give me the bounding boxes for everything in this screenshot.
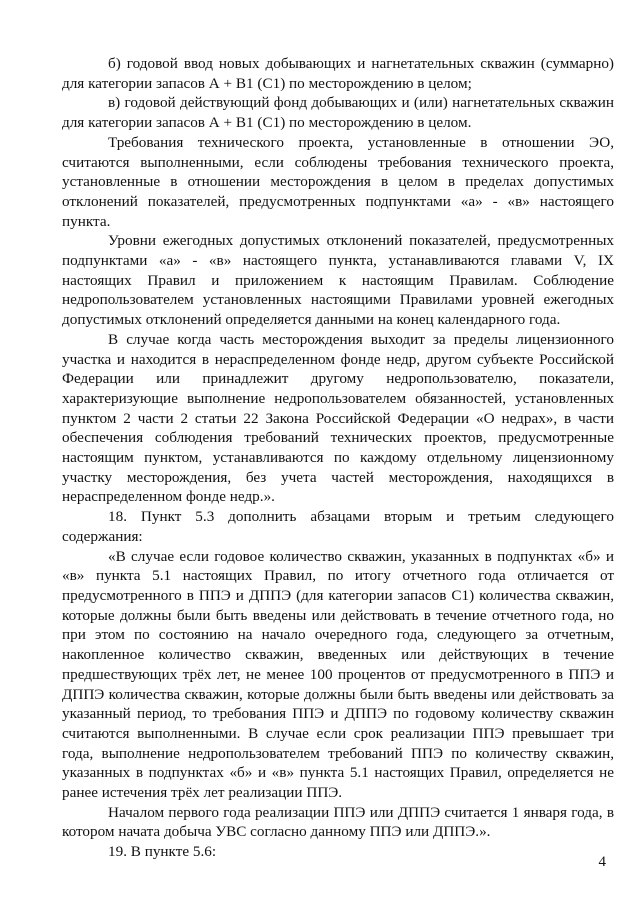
paragraph-first-year: Началом первого года реализации ППЭ или ДППЭ считается 1 января года, в котором начата добыча УВС согласно данному ППЭ или ДППЭ.». — [62, 803, 614, 841]
paragraph-license-area: В случае когда часть месторождения выходит за пределы лицензионного участка и находится в нераспределенном фонде недр, другом субъекте Российской Федерации или принадлежит другому недропользователю, показатели, характеризующие выполнение недропользователем обязанностей, установленных пунктом 2 части 2 статьи 22 Закона Российской Федерации «О недрах», в части обеспечения соблюдения требований технических проектов, предусмотренные настоящим пунктом, устанавливаются по каждому отдельному лицензионному участку месторождения, без учета частей месторождения, находящихся в нераспределенном фонде недр.». — [62, 330, 614, 506]
paragraph-item-19: 19. В пункте 5.6: — [108, 843, 217, 861]
paragraph-item-18: 18. Пункт 5.3 дополнить абзацами вторым и третьим следующего содержания: — [62, 508, 614, 545]
document-body — [62, 54, 614, 862]
page-number: 4 — [598, 854, 606, 870]
paragraph-deviation-levels: Уровни ежегодных допустимых отклонений показателей, предусмотренных подпунктами «а» - «в» настоящего пункта, устанавливаются главами V, IX настоящих Правил и приложением к настоящим Правилам. Соблюдение недропользователем установленных настоящими Правилами уровней ежегодных допустимых отклонений определяется данными на конец календарного года. — [62, 232, 614, 329]
paragraph-well-count: «В случае если годовое количество скважин, указанных в подпунктах «б» и «в» пункта 5.1 настоящих Правил, по итогу отчетного года отличается от предусмотренного в ППЭ и ДППЭ (для категории запасов С1) количества скважин, которые должны были быть введены или действовать в течение отчетного года, но при этом по состоянию на начало очередного года, следующего за отчетным, накопленное количество скважин, введенных или действующих в течение предшествующих трёх лет, не менее 100 процентов от предусмотренного в ППЭ и ДППЭ количества скважин, которые должны были быть введены или действовать за указанный период, то требования ППЭ и ДППЭ по годовому количеству скважин считаются выполненными. В случае если срок реализации ППЭ превышает три года, выполнение недропользователем требований ППЭ по количеству скважин, указанных в подпунктах «б» и «в» пункта 5.1 настоящих Правил, определяется не ранее истечения трёх лет реализации ППЭ. — [62, 547, 614, 802]
paragraph-v: в) годовой действующий фонд добывающих и (или) нагнетательных скважин для категории запасов А + В1 (С1) по месторождению в целом. — [62, 94, 614, 132]
paragraph-b: б) годовой ввод новых добывающих и нагнетательных скважин (суммарно) для категории запасов А + В1 (С1) по месторождению в целом; — [62, 55, 614, 92]
paragraph-technical-project: Требования технического проекта, установленные в отношении ЭО, считаются выполненными, если соблюдены требования технического проекта, установленные в отношении месторождения в целом в пределах допустимых отклонений показателей, предусмотренных подпунктами «а» - «в» настоящего пункта. — [62, 133, 614, 230]
